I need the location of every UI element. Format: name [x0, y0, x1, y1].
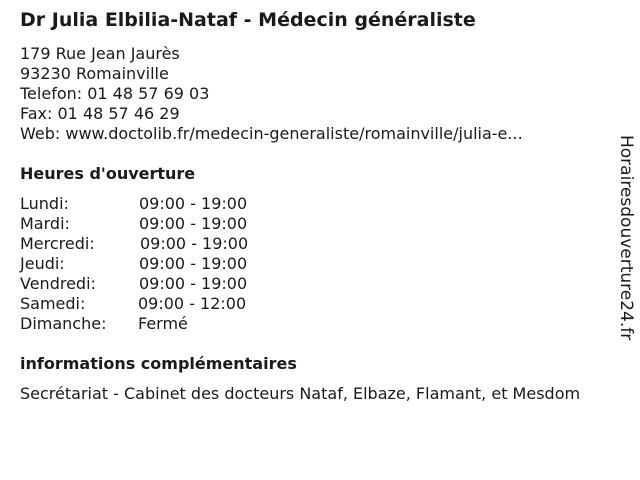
contact-block: [20, 44, 523, 144]
day-label: Lundi:: [20, 194, 69, 213]
website-link[interactable]: Web: www.doctolib.fr/medecin-generaliste/romainville/julia-e...: [20, 124, 523, 143]
day-label: Samedi:: [20, 294, 86, 313]
day-label: Jeudi:: [20, 254, 65, 273]
street-address: 179 Rue Jean Jaurès: [20, 44, 180, 63]
day-label: Dimanche:: [20, 314, 107, 333]
time-range: Fermé: [138, 314, 188, 333]
site-watermark: Horairesdouverture24.fr: [616, 135, 636, 341]
fax-number: Fax: 01 48 57 46 29: [20, 104, 180, 123]
page-title: Dr Julia Elbilia-Nataf - Médecin généraliste: [20, 9, 476, 31]
day-label: Vendredi:: [20, 274, 96, 293]
day-label: Mardi:: [20, 214, 70, 233]
phone-number: Telefon: 01 48 57 69 03: [20, 84, 210, 103]
time-range: 09:00 - 19:00: [139, 194, 248, 213]
opening-hours-heading: Heures d'ouverture: [20, 164, 196, 183]
time-range: 09:00 - 19:00: [139, 214, 248, 233]
time-range: 09:00 - 19:00: [139, 254, 248, 273]
city-address: 93230 Romainville: [20, 64, 169, 83]
additional-info-heading: informations complémentaires: [20, 354, 297, 373]
day-label: Mercredi:: [20, 234, 95, 253]
additional-info-text: Secrétariat - Cabinet des docteurs Nataf, Elbaze, Flamant, et Mesdom: [20, 384, 581, 403]
time-range: 09:00 - 19:00: [139, 274, 248, 293]
time-range: 09:00 - 12:00: [138, 294, 247, 313]
time-range: 09:00 - 19:00: [140, 234, 249, 253]
